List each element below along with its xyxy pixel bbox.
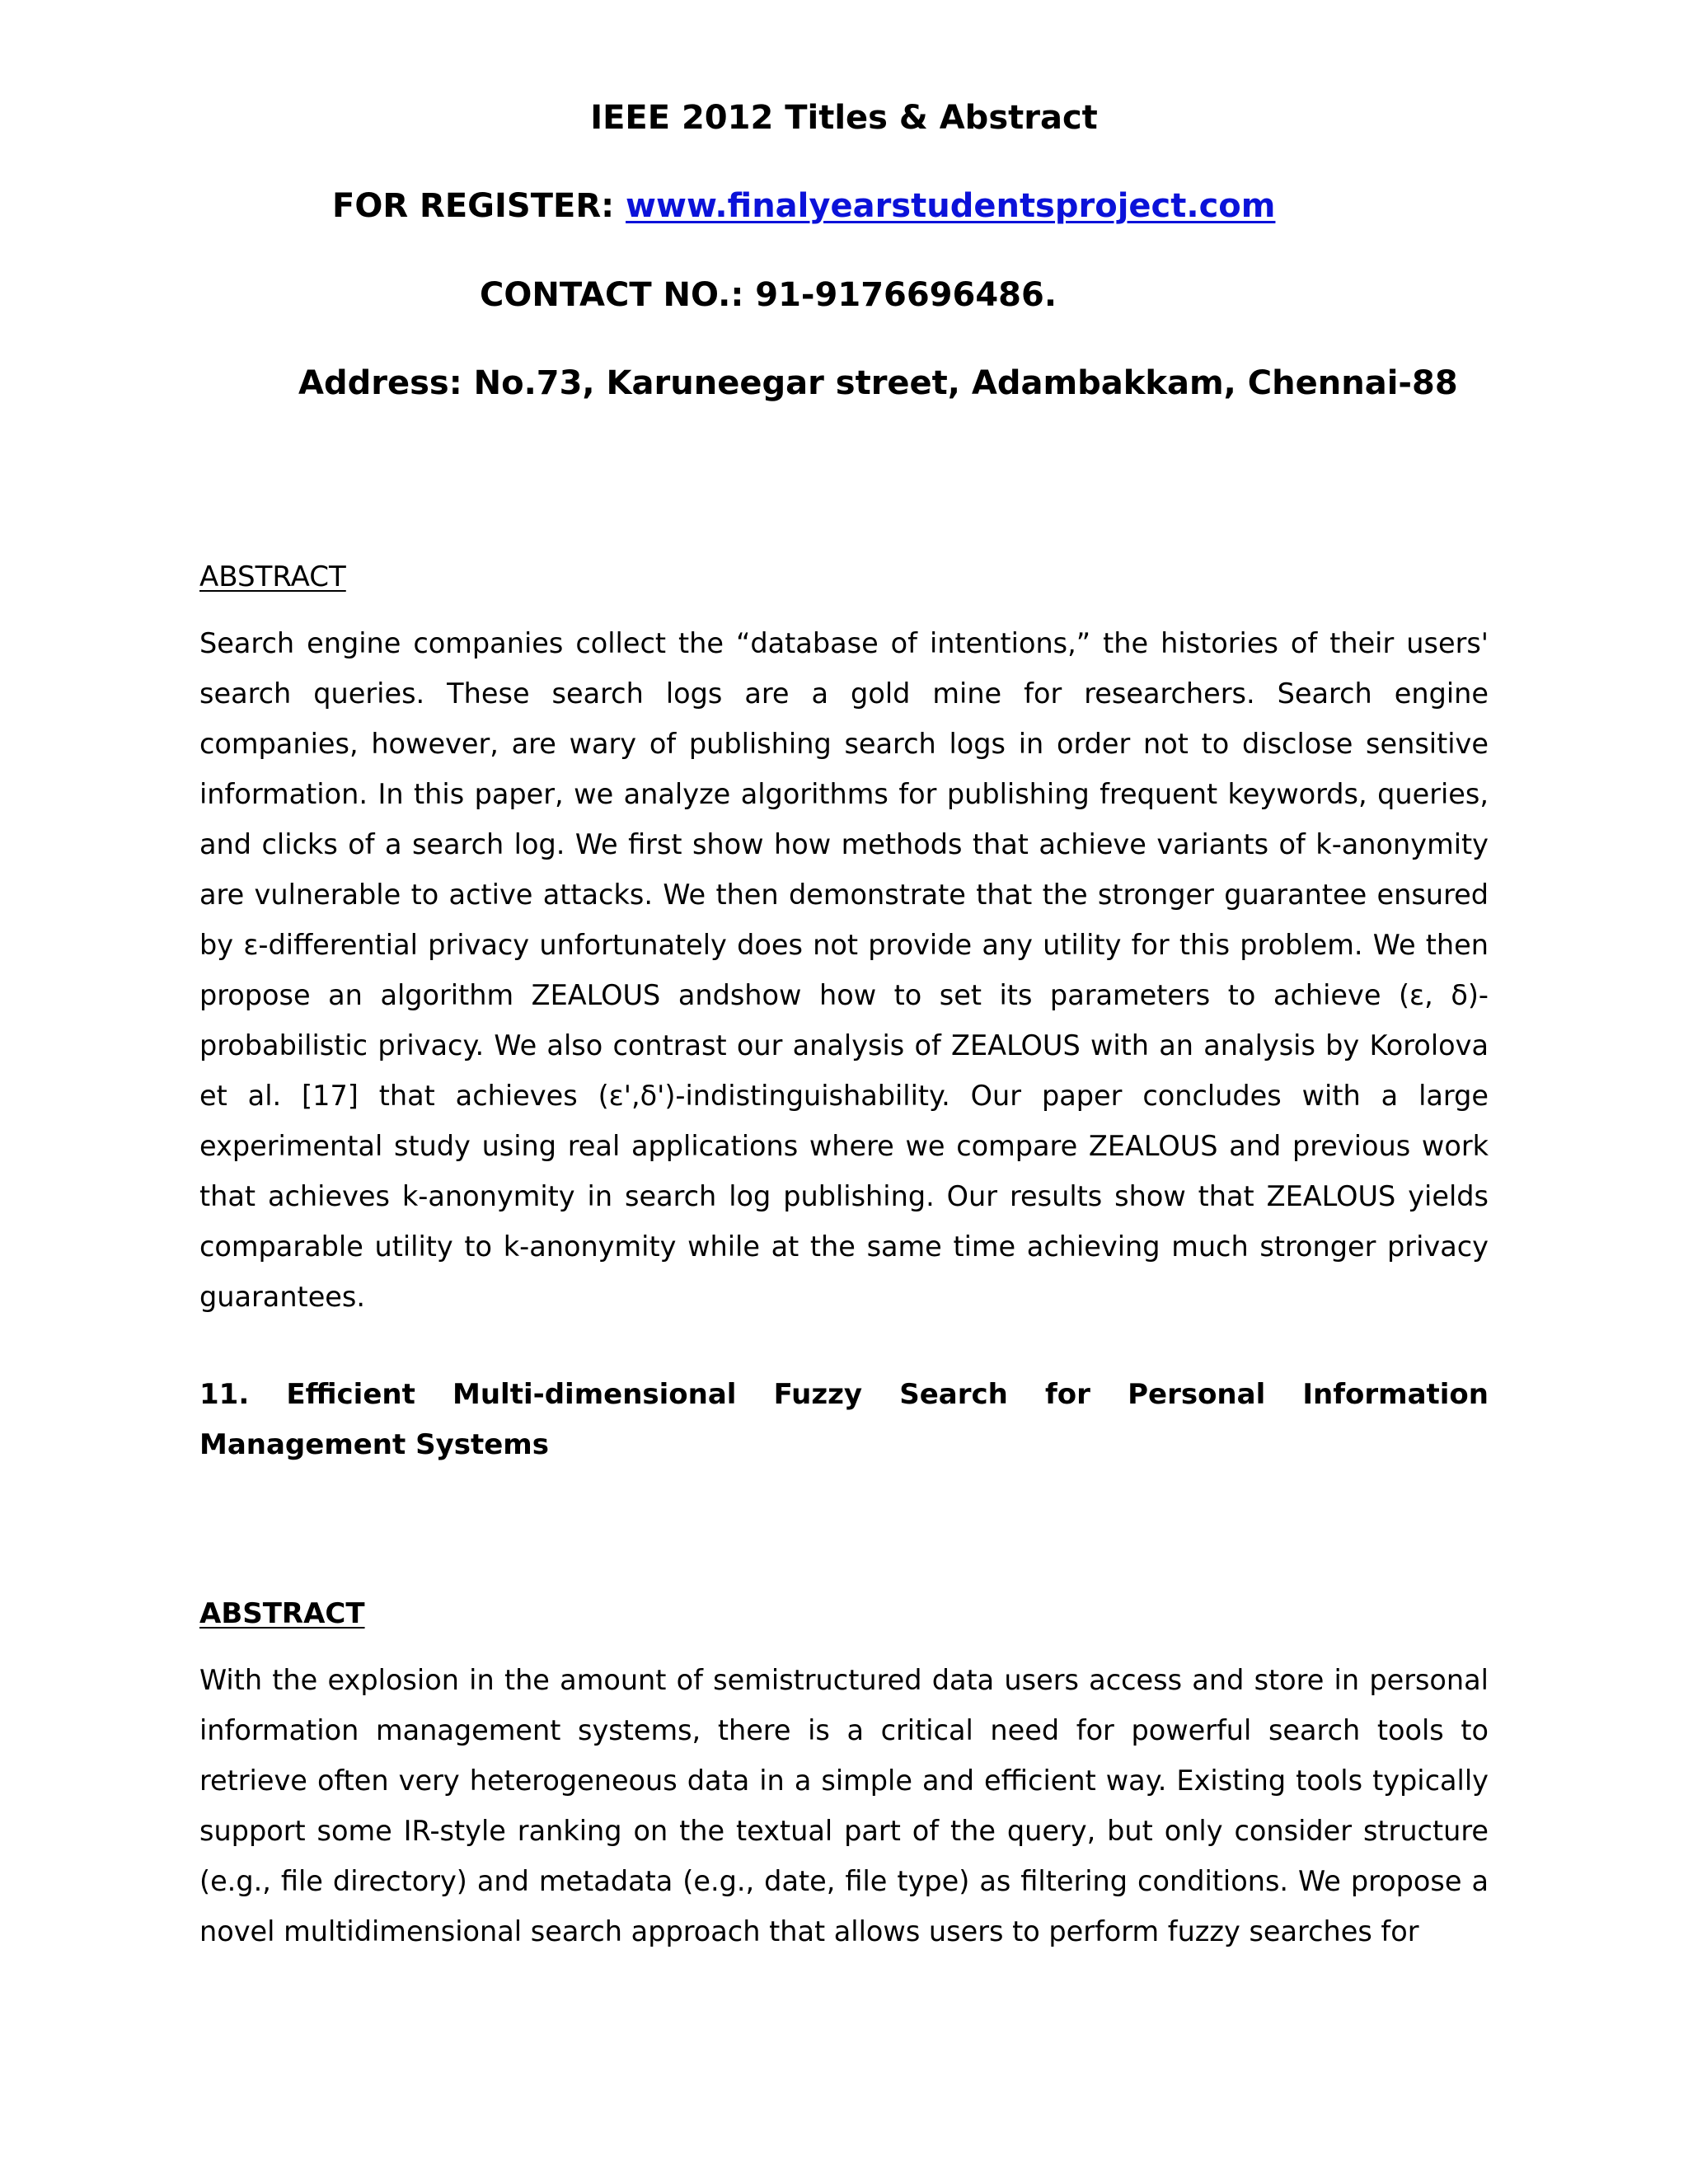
register-label: FOR REGISTER:	[332, 187, 626, 225]
abstract-paragraph: Search engine companies collect the “database of intentions,” the histories of their users' search queries. These search logs are a gold mine for researchers. Search engine companies, however, are wary of publishing search logs in order not to disclose sensitive information. In this paper, we analyze algorithms for publishing frequent keywords, queries, and clicks of a search log. We first show how methods that achieve variants of k-anonymity are vulnerable to active attacks. We then demonstrate that the stronger guarantee ensured by ε-differential privacy unfortunately does not provide any utility for this problem. We then propose an algorithm ZEALOUS andshow how to set its parameters to achieve (ε, δ)-probabilistic privacy. We also contrast our analysis of ZEALOUS with an analysis by Korolova et al. [17] that achieves (ε',δ')-indistinguishability. Our paper concludes with a large experimental study using real applications where we compare ZEALOUS and previous work that achieves k-anonymity in search log publishing. Our results show that ZEALOUS yields comparable utility to k-anonymity while at the same time achieving much stronger privacy guarantees.	[199, 627, 1489, 1313]
abstract-heading: ABSTRACT	[199, 1597, 365, 1630]
contact-line: CONTACT NO.: 91-9176696486.	[480, 276, 1057, 314]
address-line: Address: No.73, Karuneegar street, Adambakkam, Chennai-88	[298, 364, 1458, 402]
abstract-paragraph: With the explosion in the amount of semistructured data users access and store in personal information management systems, there is a critical need for powerful search tools to retrieve often very heterogeneous data in a simple and efficient way. Existing tools typically support some IR-style ranking on the textual part of the query, but only consider structure (e.g., file directory) and metadata (e.g., date, file type) as filtering conditions. We propose a novel multidimensional search approach that allows users to perform fuzzy searches for	[199, 1664, 1489, 1947]
register-link[interactable]: www.finalyearstudentsproject.com	[626, 187, 1276, 225]
page-title: IEEE 2012 Titles & Abstract	[590, 99, 1098, 137]
register-line	[332, 183, 1275, 229]
section-title: 11. Efficient Multi-dimensional Fuzzy Search for Personal Information Management Systems	[199, 1378, 1489, 1461]
abstract-heading: ABSTRACT	[199, 560, 346, 593]
